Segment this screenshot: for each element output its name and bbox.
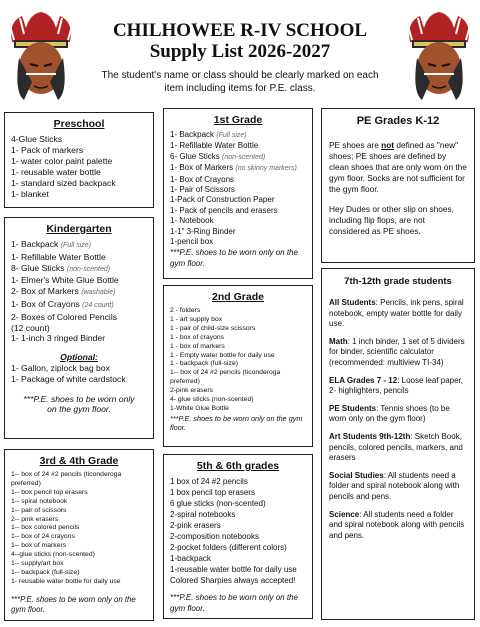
list-item-note: (non-scented) xyxy=(222,153,266,161)
subject-text: : 1 inch binder, 1 set of 5 dividers for binder, scientific calculator (recommended: multiview TI-34) xyxy=(329,336,465,367)
pe-k12-paragraph-1 xyxy=(329,140,467,195)
list-item-text: 1- Box of Crayons xyxy=(170,174,235,184)
grade-2-pe-note: ***P.E. shoes to be worn only on the gym floor. xyxy=(170,413,303,432)
list-item xyxy=(11,312,147,323)
preschool-list xyxy=(11,134,147,200)
preschool-title: Preschool xyxy=(53,118,105,130)
subject-text: : All students need a folder and spiral notebook along with pencils and pens. xyxy=(329,509,465,540)
list-item-text: 1- Backpack xyxy=(170,130,215,139)
grade-2-title: 2nd Grade xyxy=(212,291,264,303)
list-item xyxy=(11,263,147,276)
school-name: CHILHOWEE R-IV SCHOOL xyxy=(112,20,368,41)
list-item: 2-pocket folders (different colors) xyxy=(170,543,287,552)
list-item xyxy=(11,299,147,312)
list-item: 1-- box pencil top erasers xyxy=(11,488,88,496)
list-item-note: (non-scented) xyxy=(66,265,111,273)
list-item: 1- blanket xyxy=(11,189,49,199)
list-item xyxy=(170,141,306,151)
kindergarten-list xyxy=(11,239,147,344)
list-item-text: 1-pencil box xyxy=(170,237,214,247)
list-item: 1 - pair of child-size scissors xyxy=(170,324,256,332)
grade-7-12-entries xyxy=(329,298,467,541)
page-title xyxy=(0,20,480,62)
list-item-text: 2- Box of Markers xyxy=(11,286,79,297)
subject-entry xyxy=(329,510,467,542)
list-item: 4--glue sticks (non-scented) xyxy=(11,551,95,559)
list-item: 6 glue sticks (non-scented) xyxy=(170,499,266,508)
pe-k12-paragraph-2: Hey Dudes or other slip on shoes, including flip flops, are not considered as PE shoes. xyxy=(329,204,454,236)
list-item: 1 - Empty water bottle for daily use xyxy=(170,351,275,359)
list-item: 1-- box of markers xyxy=(11,542,67,550)
list-item: 1-reusable water bottle for daily use xyxy=(170,565,297,574)
kindergarten-optional-label: Optional: xyxy=(60,352,98,363)
subject-entry xyxy=(329,376,467,397)
list-item-text: 1- Backpack xyxy=(11,239,59,249)
list-item: 1 - box of crayons xyxy=(170,333,225,341)
list-item: 4- glue sticks (non-scented) xyxy=(170,396,254,404)
pe-k12-text-a: PE shoes are xyxy=(329,140,382,150)
list-item xyxy=(11,333,147,344)
list-item: 1- Pack of markers xyxy=(11,145,84,155)
list-item: 1- Package of white cardstock xyxy=(11,373,126,384)
list-item-text: 1- Notebook xyxy=(170,216,214,226)
list-item-text: 1-Pack of Construction Paper xyxy=(170,195,275,205)
list-item-text: 8- Glue Sticks xyxy=(11,262,65,273)
subject-text: : All students need a folder and spiral notebook along with pencils and pens. xyxy=(329,470,460,501)
list-item xyxy=(170,163,306,174)
list-item: 1- reusable water bottle for daily use xyxy=(11,577,121,585)
list-item: 1 - box of markers xyxy=(170,342,225,350)
subject-label: Social Studies xyxy=(329,470,384,480)
grade-3-4-list xyxy=(11,471,147,587)
list-item: 1 - art supply box xyxy=(170,315,223,323)
subject-entry xyxy=(329,298,467,330)
kindergarten-pe-note: ***P.E. shoes to be worn only on the gym floor. xyxy=(23,393,135,415)
kindergarten-title: Kindergarten xyxy=(46,223,112,235)
pe-k12-text-b: defined as "new" shoes; PE shoes are defined by clean shoes that are only worn on the gym floor. Socks are not sufficient for the gym floor. xyxy=(329,140,467,194)
list-item: 2 - folders xyxy=(170,307,201,314)
grade-3-4-pe-note: ***P.E. shoes to be worn only on the gym floor. xyxy=(11,594,136,614)
subject-label: PE Students xyxy=(329,403,377,413)
list-item-text: 1- Refillable Water Bottle xyxy=(170,141,259,151)
list-item-text: 1- 1-inch 3 ringed Binder xyxy=(11,333,106,344)
list-item-text: (12 count) xyxy=(11,322,50,333)
list-item xyxy=(11,239,147,252)
subject-entry xyxy=(329,404,467,425)
list-item: 2-- pink erasers xyxy=(11,515,59,523)
list-item: 1-- backpack (full-size) xyxy=(11,568,80,576)
pe-k12-title: PE Grades K-12 xyxy=(356,115,440,127)
list-item: 1- Gallon, ziplock bag box xyxy=(11,362,110,373)
grade-2-box xyxy=(163,285,313,447)
grade-3-4-box xyxy=(4,449,154,621)
list-item xyxy=(11,275,147,286)
subject-entry xyxy=(329,432,467,464)
grade-1-pe-note: ***P.E. shoes to be worn only on the gym floor. xyxy=(170,248,298,268)
list-item: 1-- spiral notebook xyxy=(11,497,68,505)
pe-k12-not-emphasis: not xyxy=(381,140,395,150)
list-item: 1-backpack xyxy=(170,554,211,563)
list-item: 1 box of 24 #2 pencils xyxy=(170,477,248,486)
grade-5-6-pe-note: ***P.E. shoes to be worn only on the gym floor. xyxy=(170,593,298,613)
list-item xyxy=(170,237,306,247)
list-item: 1 - backpack (full-size) xyxy=(170,360,238,368)
list-item xyxy=(170,206,306,216)
list-item: 2-pink erasers xyxy=(170,387,214,395)
subject-text: : Pencils, ink pens, spiral notebook, empty water bottle for daily use. xyxy=(329,298,464,329)
list-item-text: 1- Pack of pencils and erasers xyxy=(170,205,278,215)
subject-text: : Sketch Book, pencils, colored pencils, markers, and erasers xyxy=(329,431,463,463)
list-item-note: (no skinny markers) xyxy=(235,165,297,173)
list-item xyxy=(170,216,306,226)
list-item xyxy=(170,227,306,237)
kindergarten-box xyxy=(4,217,154,439)
grade-5-6-list xyxy=(170,476,306,586)
grade-3-4-title: 3rd & 4th Grade xyxy=(39,455,119,467)
subject-text: : Tennis shoes (to be worn only on the gym floor) xyxy=(329,403,450,424)
list-item: 1- water color paint palette xyxy=(11,156,113,166)
list-item: 2-pink erasers xyxy=(170,521,221,530)
subject-entry xyxy=(329,471,467,503)
list-item: 1-- box of 24 #2 pencils (ticonderoga preferred) xyxy=(11,471,122,487)
list-item-text: 1- Refillable Water Bottle xyxy=(11,251,106,262)
list-item: 1-White Glue Bottle xyxy=(170,404,229,412)
preschool-box xyxy=(4,112,154,208)
grade-5-6-title: 5th & 6th grades xyxy=(196,460,280,472)
grade-1-list xyxy=(170,130,306,247)
list-item xyxy=(170,195,306,205)
grade-1-box xyxy=(163,108,313,279)
list-item xyxy=(170,130,306,141)
grade-2-list xyxy=(170,307,306,414)
list-item: 1-- box of 24 #2 pencils (ticonderoga preferred) xyxy=(170,369,281,386)
list-item: 1-- pair of scissors xyxy=(11,506,67,514)
list-item: 1- standard sized backpack xyxy=(11,178,116,188)
pe-k12-box xyxy=(321,108,475,263)
subject-label: Science xyxy=(329,509,360,519)
grade-7-12-title: 7th-12th grade students xyxy=(344,276,452,287)
list-item xyxy=(170,185,306,195)
list-item xyxy=(11,323,147,334)
list-item-note: (24 count) xyxy=(82,301,114,309)
page-subtitle: The student's name or class should be clearly marked on each item including items for P.E. class. xyxy=(101,70,379,94)
subject-label: Math xyxy=(329,336,348,346)
list-item-text: 1- Box of Crayons xyxy=(11,298,80,309)
list-item-text: 1-1" 3-Ring Binder xyxy=(170,226,236,236)
grade-1-title: 1st Grade xyxy=(213,114,263,126)
subject-text: : Loose leaf paper, 2- highlighters, pencils xyxy=(329,375,464,396)
list-item xyxy=(11,252,147,263)
list-item: 2-spiral notebooks xyxy=(170,510,236,519)
subject-entry xyxy=(329,337,467,369)
subject-label: ELA Grades 7 - 12 xyxy=(329,375,398,385)
list-item xyxy=(170,175,306,185)
list-item: 2-composition notebooks xyxy=(170,532,259,541)
list-item xyxy=(170,152,306,163)
grade-7-12-box xyxy=(321,268,475,620)
list-item-text: 6- Glue Sticks xyxy=(170,151,220,161)
list-item: 4-Glue Sticks xyxy=(11,134,63,144)
list-item: 1-- box colored pencils xyxy=(11,524,80,532)
list-item-note: (Full size) xyxy=(60,242,92,249)
list-item-text: 1- Box of Markers xyxy=(170,163,234,173)
grade-5-6-box xyxy=(163,454,313,619)
list-item: Colored Sharpies always accepted! xyxy=(170,576,296,585)
list-item xyxy=(11,286,147,299)
list-item: 1-- supply/art box xyxy=(11,560,64,568)
subject-label: Art Students 9th-12th xyxy=(329,431,411,441)
subject-label: All Students xyxy=(329,298,376,307)
list-item-text: 1- Elmer's White Glue Bottle xyxy=(11,275,119,286)
list-item-note: (washable) xyxy=(81,289,116,297)
list-item: 1-- box of 24 crayons xyxy=(11,533,75,541)
list-item-text: 1- Pair of Scissors xyxy=(170,185,235,195)
list-item-text: 2- Boxes of Colored Pencils xyxy=(11,311,118,322)
list-item-note: (Full size) xyxy=(216,132,247,139)
list-item: 1 box pencil top erasers xyxy=(170,488,255,497)
kindergarten-optional-list xyxy=(11,363,147,385)
list-item: 1- reusable water bottle xyxy=(11,167,101,177)
supply-list-year: Supply List 2026-2027 xyxy=(149,41,331,62)
